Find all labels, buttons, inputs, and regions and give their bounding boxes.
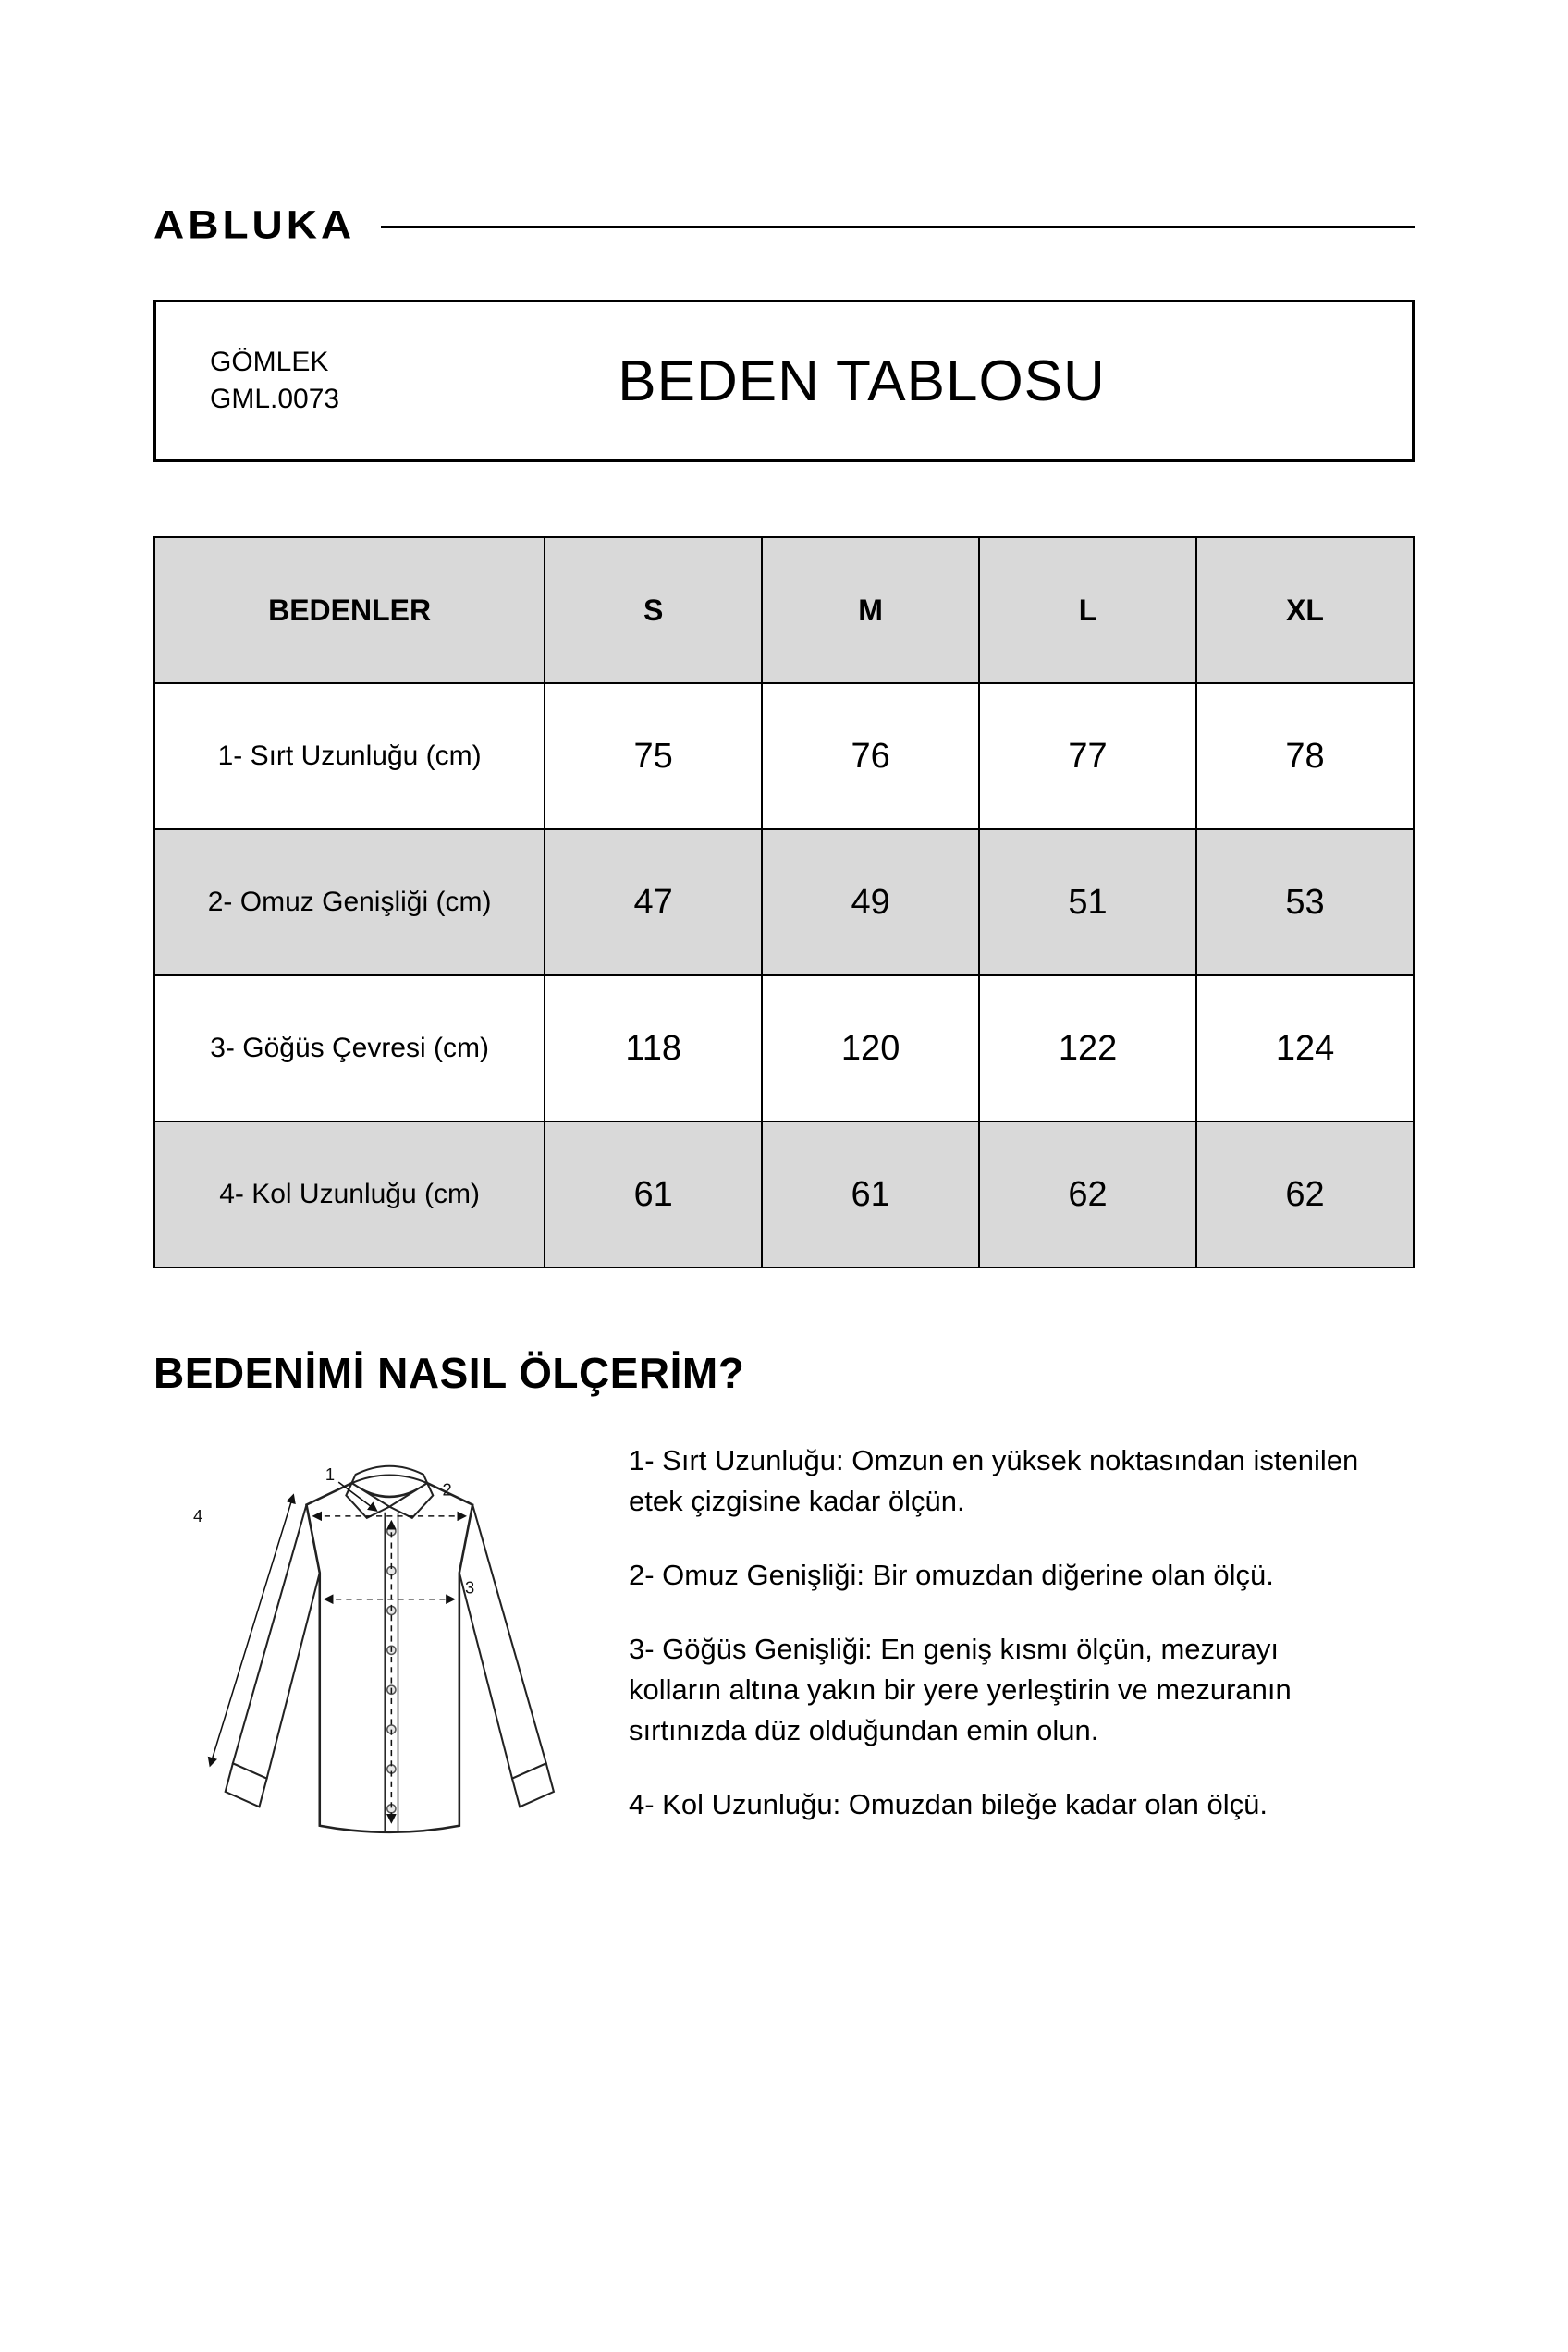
size-value: 49 (762, 829, 979, 975)
column-header-s: S (545, 537, 762, 683)
instruction-back-length: 1- Sırt Uzunluğu: Omzun en yüksek noktasından istenilen etek çizgisine kadar ölçün. (629, 1444, 1359, 1518)
table-row (154, 1121, 1414, 1268)
column-header-xl: XL (1196, 537, 1414, 683)
measure-label-2: 2 (442, 1479, 452, 1500)
size-value: 78 (1196, 683, 1414, 829)
measure-label-4: 4 (192, 1506, 203, 1525)
howto-section-title: BEDENİMİ NASIL ÖLÇERİM? (153, 1349, 745, 1397)
size-value: 124 (1196, 975, 1414, 1121)
logo-divider-line (381, 226, 1415, 228)
shirt-diagram (153, 1431, 616, 1889)
size-value: 53 (1196, 829, 1414, 975)
size-value: 118 (545, 975, 762, 1121)
product-info (156, 344, 339, 419)
logo-row (153, 0, 1415, 250)
column-header-bedenler: BEDENLER (154, 537, 545, 683)
column-header-l: L (979, 537, 1196, 683)
measurement-instructions (616, 1431, 1374, 1858)
size-value: 62 (1196, 1121, 1414, 1268)
row-label: 1- Sırt Uzunluğu (cm) (154, 683, 545, 829)
row-label: 2- Omuz Genişliği (cm) (154, 829, 545, 975)
page-title: BEDEN TABLOSU (618, 349, 1106, 413)
size-value: 75 (545, 683, 762, 829)
row-label: 3- Göğüs Çevresi (cm) (154, 975, 545, 1121)
brand-logo: ABLUKA (153, 202, 356, 247)
size-table (153, 536, 1415, 1268)
instruction-sleeve-length: 4- Kol Uzunluğu: Omuzdan bileğe kadar olan ölçü. (629, 1788, 1268, 1821)
column-header-m: M (762, 537, 979, 683)
size-value: 122 (979, 975, 1196, 1121)
table-row (154, 975, 1414, 1121)
product-code: GML.0073 (210, 384, 340, 414)
howto-body (153, 1431, 1415, 1889)
size-value: 61 (762, 1121, 979, 1268)
shirt-measurement-illustration (153, 1431, 597, 1884)
size-value: 76 (762, 683, 979, 829)
size-value: 61 (545, 1121, 762, 1268)
instruction-shoulder-width: 2- Omuz Genişliği: Bir omuzdan diğerine olan ölçü. (629, 1559, 1274, 1592)
size-value: 62 (979, 1121, 1196, 1268)
table-row (154, 829, 1414, 975)
size-value: 120 (762, 975, 979, 1121)
table-header-row (154, 537, 1414, 683)
measure-label-3: 3 (464, 1577, 475, 1598)
instruction-chest-width: 3- Göğüs Genişliği: En geniş kısmı ölçün, mezurayı kolların altına yakın bir yere yerleştirin ve mezuranın sırtınızda düz olduğundan emin olun. (629, 1633, 1292, 1747)
product-type: GÖMLEK (210, 346, 329, 377)
size-value: 51 (979, 829, 1196, 975)
table-row (154, 683, 1414, 829)
header-box (153, 300, 1415, 462)
row-label: 4- Kol Uzunluğu (cm) (154, 1121, 545, 1268)
size-value: 47 (545, 829, 762, 975)
measure-label-1: 1 (325, 1464, 336, 1485)
size-value: 77 (979, 683, 1196, 829)
